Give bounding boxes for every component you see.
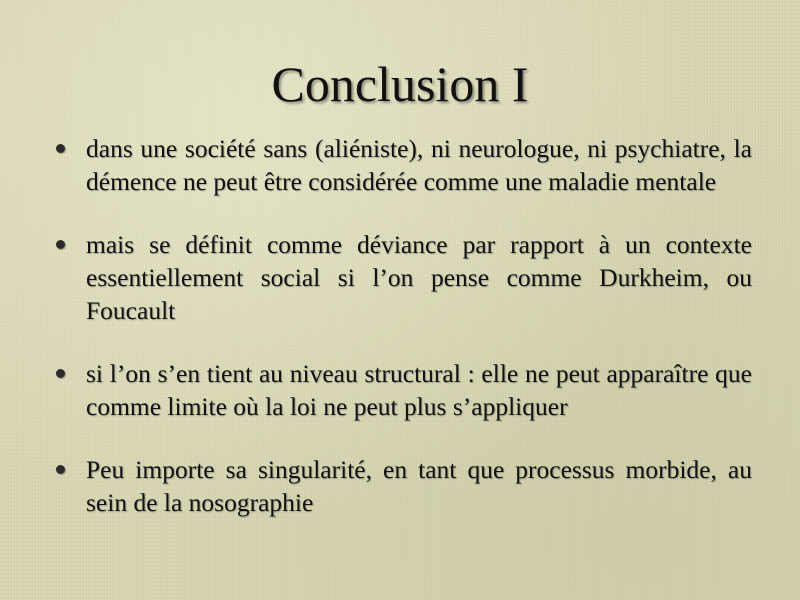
bullet-item	[52, 357, 752, 423]
bullet-dot-icon	[56, 144, 65, 153]
slide-title: Conclusion I	[271, 56, 529, 112]
bullet-text: dans une société sans (aliéniste), ni neurologue, ni psychiatre, la démence ne peut être considérée comme une maladie mentale	[86, 134, 752, 196]
bullet-text: mais se définit comme déviance par rapport à un contexte essentiellement social si l’on pense comme Durkheim, ou Foucault	[86, 230, 752, 325]
bullet-dot-icon	[56, 369, 65, 378]
bullet-dot-icon	[56, 240, 65, 249]
bullet-list	[52, 132, 752, 549]
bullet-item	[52, 453, 752, 519]
bullet-text: si l’on s’en tient au niveau structural : elle ne peut apparaître que comme limite où la loi ne peut plus s’appliquer	[86, 359, 752, 421]
bullet-dot-icon	[56, 465, 65, 474]
bullet-item	[52, 132, 752, 198]
bullet-text: Peu importe sa singularité, en tant que processus morbide, au sein de la nosographie	[86, 455, 752, 517]
bullet-item	[52, 228, 752, 327]
